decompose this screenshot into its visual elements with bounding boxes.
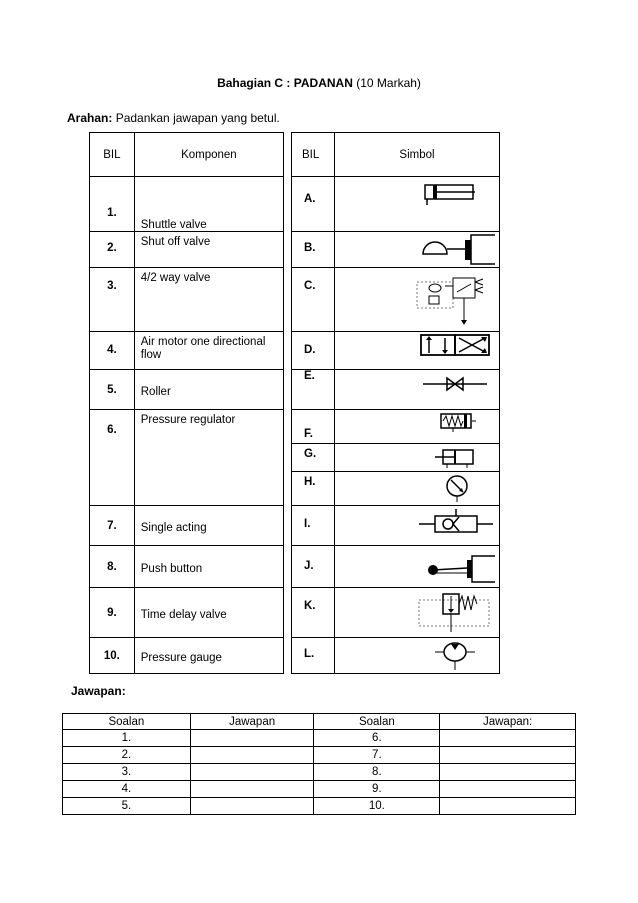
question-number: 10. [314,798,440,815]
shuttle-valve-icon [335,506,499,545]
answer-cell[interactable] [190,798,314,815]
symbol-cell [335,472,500,506]
row-number: 1. [90,177,135,232]
symbol-letter: I. [292,506,335,546]
answer-cell[interactable] [190,764,314,781]
answer-header-soalan: Soalan [314,714,440,730]
symbol-cell [335,177,500,232]
answer-cell[interactable] [190,747,314,764]
question-number: 7. [314,747,440,764]
symbol-letter: K. [292,588,335,638]
component-name: Single acting [134,506,283,546]
question-number: 3. [63,764,191,781]
component-table [89,132,284,674]
table-row [90,232,284,268]
table-row [90,546,284,588]
symbol-letter: B. [292,232,335,268]
instructions [67,111,280,125]
symbol-cell [335,232,500,268]
section-marks: (10 Markah) [356,76,421,90]
symbol-header-bil: BIL [292,133,335,177]
table-row [292,588,500,638]
instructions-text: Padankan jawapan yang betul. [115,111,280,125]
symbol-letter: J. [292,546,335,588]
symbol-letter: L. [292,638,335,674]
row-number: 6. [90,410,135,506]
row-number: 10. [90,638,135,674]
answer-cell[interactable] [440,747,576,764]
component-name: Pressure regulator [134,410,283,506]
table-row [90,638,284,674]
component-name: Shut off valve [134,232,283,268]
pressure-regulator-icon [335,268,499,331]
table-row [63,798,576,815]
answer-header-jawapan: Jawapan [190,714,314,730]
answer-cell[interactable] [190,781,314,798]
symbol-letter: F. [292,410,335,444]
table-row [90,177,284,232]
component-name: Shuttle valve [134,177,283,232]
table-row [292,332,500,370]
symbol-letter: G. [292,444,335,472]
row-number: 7. [90,506,135,546]
component-name: Air motor one directional flow [134,332,283,370]
table-row [292,268,500,332]
table-row [90,370,284,410]
table-row [63,747,576,764]
table-row [292,177,500,232]
question-number: 5. [63,798,191,815]
symbol-cell [335,546,500,588]
table-row [90,268,284,332]
symbol-cell [335,588,500,638]
component-header-komponen: Komponen [134,133,283,177]
table-row [90,588,284,638]
question-number: 6. [314,730,440,747]
table-row [292,410,500,444]
table-row [292,232,500,268]
symbol-header-simbol: Simbol [335,133,500,177]
answer-table [62,713,576,815]
four-two-way-valve-icon [335,332,499,369]
table-row [63,781,576,798]
question-number: 2. [63,747,191,764]
row-number: 8. [90,546,135,588]
row-number: 4. [90,332,135,370]
component-name: Time delay valve [134,588,283,638]
roller-cylinder-icon [335,546,499,587]
component-name: Push button [134,546,283,588]
row-number: 3. [90,268,135,332]
answer-cell[interactable] [440,730,576,747]
answer-header-soalan: Soalan [63,714,191,730]
table-row [292,472,500,506]
table-row [292,370,500,410]
symbol-cell [335,638,500,674]
table-row [90,332,284,370]
table-row [292,506,500,546]
instructions-label: Arahan: [67,111,113,125]
answer-header-jawapan: Jawapan: [440,714,576,730]
time-delay-valve-icon [335,588,499,637]
component-name: Pressure gauge [134,638,283,674]
double-acting-cylinder-icon [335,444,499,471]
answer-cell[interactable] [440,781,576,798]
section-title: Bahagian C : PADANAN [217,76,353,90]
symbol-cell [335,506,500,546]
page-title [0,76,638,90]
symbol-letter: A. [292,177,335,232]
question-number: 8. [314,764,440,781]
table-row [90,506,284,546]
symbol-letter: C. [292,268,335,332]
question-number: 4. [63,781,191,798]
symbol-cell [335,268,500,332]
pressure-gauge-icon [335,472,499,505]
question-number: 1. [63,730,191,747]
push-button-cylinder-icon [335,232,499,267]
air-motor-icon [335,638,499,673]
question-number: 9. [314,781,440,798]
symbol-letter: H. [292,472,335,506]
row-number: 9. [90,588,135,638]
component-header-bil: BIL [90,133,135,177]
single-acting-cylinder-icon [335,177,499,231]
symbol-letter: E. [292,370,335,410]
symbol-cell [335,370,500,410]
answer-cell[interactable] [440,764,576,781]
symbol-cell [335,444,500,472]
row-number: 2. [90,232,135,268]
jawapan-title: Jawapan: [71,684,126,698]
row-number: 5. [90,370,135,410]
symbol-table [291,132,500,674]
table-row [292,546,500,588]
component-name: Roller [134,370,283,410]
symbol-cell [335,410,500,444]
spring-cylinder-icon [335,410,499,443]
table-row [292,638,500,674]
shut-off-valve-icon [335,370,499,409]
table-row [63,764,576,781]
symbol-letter: D. [292,332,335,370]
component-name: 4/2 way valve [134,268,283,332]
answer-cell[interactable] [190,730,314,747]
table-row [90,410,284,506]
table-row [63,730,576,747]
answer-cell[interactable] [440,798,576,815]
symbol-cell [335,332,500,370]
table-row [292,444,500,472]
